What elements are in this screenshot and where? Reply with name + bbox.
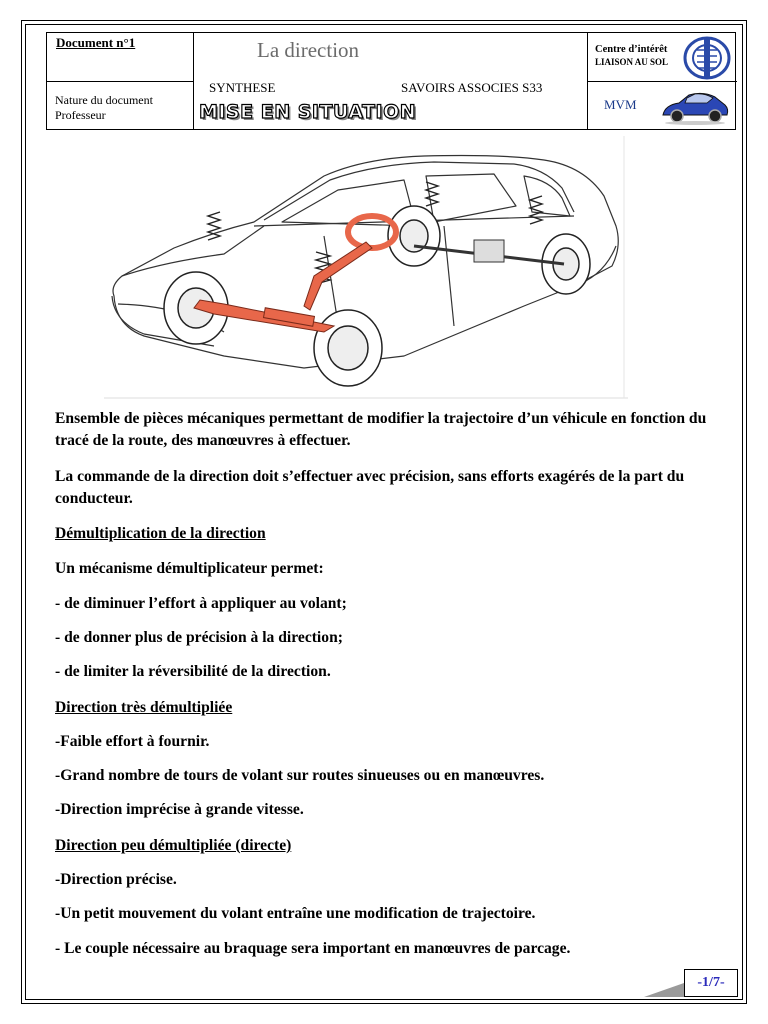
liaison-au-sol-logo bbox=[679, 36, 735, 80]
section-heading-tres-demultipliee: Direction très démultipliée bbox=[55, 699, 233, 716]
mvm-label: MVM bbox=[604, 97, 637, 112]
document-number: Document n°1 bbox=[56, 35, 136, 50]
list-item: -Faible effort à fournir. bbox=[55, 733, 210, 750]
list-item: - Le couple nécessaire au braquage sera important en manœuvres de parcage. bbox=[55, 940, 571, 957]
list-item: - de diminuer l’effort à appliquer au volant; bbox=[55, 595, 347, 612]
header-divider bbox=[587, 81, 737, 82]
document-nature bbox=[55, 93, 153, 123]
savoirs-label: SAVOIRS ASSOCIES S33 bbox=[401, 80, 543, 95]
steering-system-illustration bbox=[104, 136, 628, 402]
list-item: -Un petit mouvement du volant entraîne une modification de trajectoire. bbox=[55, 905, 536, 922]
list-item: -Grand nombre de tours de volant sur routes sinueuses ou en manœuvres. bbox=[55, 767, 545, 784]
car-logo bbox=[659, 87, 731, 127]
section-heading-demultiplication: Démultiplication de la direction bbox=[55, 525, 266, 542]
mise-en-situation-heading: MISE EN SITUATION bbox=[199, 101, 417, 123]
list-item: - de donner plus de précision à la direction; bbox=[55, 629, 343, 646]
header-divider bbox=[193, 33, 194, 129]
intro-paragraph: Ensemble de pièces mécaniques permettant de modifier la trajectoire d’un véhicule en fonction du tracé de la route, des manœuvres à effectuer. bbox=[55, 410, 707, 449]
centre-interet-label: Centre d’intérêt bbox=[595, 44, 668, 55]
list-item: - de limiter la réversibilité de la direction. bbox=[55, 663, 331, 680]
list-item: -Direction précise. bbox=[55, 871, 177, 888]
liaison-label: LIAISON AU SOL bbox=[595, 57, 669, 67]
page-title: La direction bbox=[257, 38, 360, 62]
page-tab-decoration bbox=[644, 983, 684, 997]
section-heading-peu-demultipliee: Direction peu démultipliée (directe) bbox=[55, 837, 292, 854]
mechanism-intro: Un mécanisme démultiplicateur permet: bbox=[55, 560, 324, 577]
command-paragraph: La commande de la direction doit s’effectuer avec précision, sans efforts exagérés de la part du conducteur. bbox=[55, 468, 685, 507]
list-item: -Direction imprécise à grande vitesse. bbox=[55, 801, 304, 818]
nature-value: Professeur bbox=[55, 108, 106, 122]
page-number: -1/7- bbox=[684, 969, 738, 997]
document-header bbox=[46, 32, 736, 130]
synthese-label: SYNTHESE bbox=[209, 80, 276, 95]
nature-label: Nature du document bbox=[55, 93, 153, 107]
header-divider bbox=[47, 81, 193, 82]
